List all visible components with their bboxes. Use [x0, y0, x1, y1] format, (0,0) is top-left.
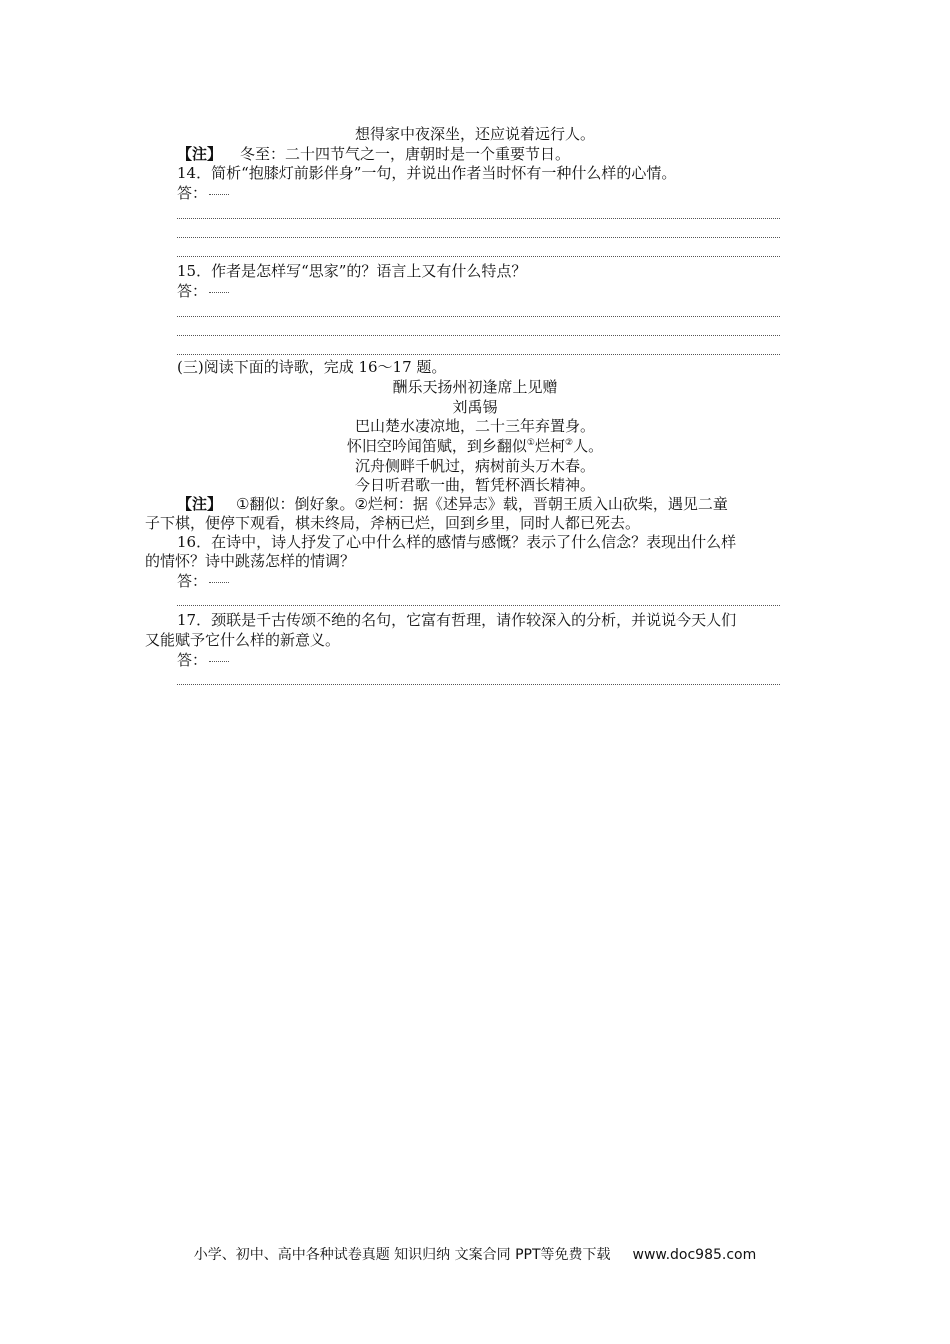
- page-footer: [0, 1244, 950, 1264]
- note-label: 【注】: [177, 495, 223, 513]
- line2-end: 人。: [573, 437, 604, 455]
- poem2-line-4: 今日听君歌一曲，暂凭杯酒长精神。: [354, 476, 595, 494]
- answer-line: [177, 605, 780, 606]
- question-17-line-2: 又能赋予它什么样的新意义。: [145, 631, 341, 649]
- poem2-line-2: [0, 436, 950, 456]
- answer-label: 答：: [177, 572, 208, 590]
- poem1-note: [177, 144, 570, 164]
- note-text-1: ①翻似：倒好象。②烂柯：据《述异志》载，晋朝王质入山砍柴，遇见二童: [236, 495, 728, 513]
- answer-underline: [209, 582, 229, 583]
- poem2-author: 刘禹锡: [452, 398, 498, 416]
- note-label: 【注】: [177, 145, 223, 163]
- note-text: 冬至：二十四节气之一，唐朝时是一个重要节日。: [240, 145, 571, 163]
- poem2-line-1: 巴山楚水凄凉地，二十三年弃置身。: [354, 417, 595, 435]
- question-16-line-2: 的情怀？诗中跳荡怎样的情调？: [145, 552, 356, 570]
- line2-mid: 烂柯: [534, 437, 565, 455]
- footnote-2: ②: [565, 438, 574, 448]
- answer-underline: [209, 194, 229, 195]
- question-15: 15．作者是怎样写“思家”的？语言上又有什么特点？: [177, 262, 527, 280]
- answer-line: [177, 256, 780, 257]
- answer-label: 答：: [177, 282, 208, 300]
- poem2-note-cont: 子下棋，便停下观看，棋未终局，斧柄已烂，回到乡里，同时人都已死去。: [145, 514, 641, 532]
- question-16-line-1: 16．在诗中，诗人抒发了心中什么样的感情与感慨？表示了什么信念？表现出什么样: [177, 533, 737, 551]
- footer-url[interactable]: www.doc985.com: [632, 1247, 757, 1263]
- answer-17[interactable]: [177, 650, 229, 670]
- poem2-line-3: 沉舟侧畔千帆过，病树前头万木春。: [354, 457, 595, 475]
- answer-line: [177, 354, 780, 355]
- poem2-title: 酬乐天扬州初逢席上见赠: [392, 378, 558, 396]
- footnote-1: ①: [526, 438, 535, 448]
- answer-line: [177, 335, 780, 336]
- answer-line: [177, 684, 780, 685]
- question-14: 14．简析“抱膝灯前影伴身”一句，并说出作者当时怀有一种什么样的心情。: [177, 164, 677, 182]
- answer-label: 答：: [177, 651, 208, 669]
- answer-16[interactable]: [177, 571, 229, 591]
- answer-15[interactable]: [177, 281, 229, 301]
- footer-text: 小学、初中、高中各种试卷真题 知识归纳 文案合同 PPT等免费下载: [193, 1247, 611, 1263]
- section3-intro: (三)阅读下面的诗歌，完成 16～17 题。: [177, 358, 447, 376]
- line2-start: 怀旧空吟闻笛赋，到乡翻似: [346, 437, 527, 455]
- answer-underline: [209, 661, 229, 662]
- poem1-last-line: 想得家中夜深坐，还应说着远行人。: [354, 125, 595, 143]
- question-17-line-1: 17．颈联是千古传颂不绝的名句，它富有哲理，请作较深入的分析，并说说今天人们: [177, 611, 737, 629]
- answer-underline: [209, 292, 229, 293]
- answer-line: [177, 237, 780, 238]
- answer-line: [177, 316, 780, 317]
- answer-label: 答：: [177, 184, 208, 202]
- answer-line: [177, 218, 780, 219]
- answer-14[interactable]: [177, 183, 229, 203]
- poem2-note: [177, 494, 728, 514]
